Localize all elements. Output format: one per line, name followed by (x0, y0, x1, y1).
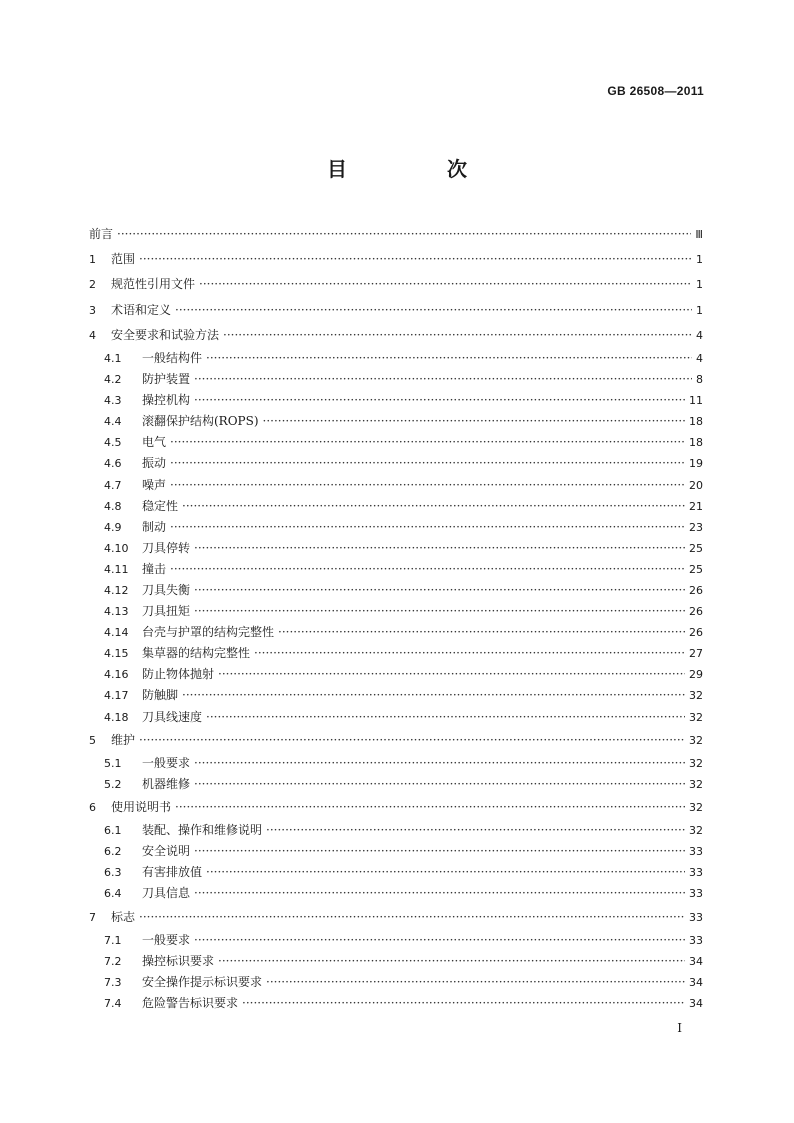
toc-entry-page: 4 (696, 351, 703, 365)
toc-entry-title: 电气 (142, 435, 167, 450)
toc-dot-leader (218, 664, 685, 685)
toc-dot-leader (223, 323, 692, 348)
toc-dot-leader (170, 559, 685, 580)
toc-entry-number: 4.18 (104, 710, 129, 724)
toc-entry-title: 制动 (142, 519, 167, 534)
toc-entry-page: 4 (696, 328, 703, 342)
toc-entry-page: 1 (696, 278, 703, 292)
toc-entry-title: 有害排放值 (142, 865, 203, 880)
toc-dot-leader (182, 496, 685, 517)
toc-entry-title: 刀具失衡 (142, 582, 191, 597)
toc-entry-number: 6 (89, 801, 96, 814)
toc-dot-leader (194, 601, 685, 622)
toc-entry[interactable] (89, 475, 703, 496)
toc-entry-number: 4.8 (104, 499, 122, 513)
toc-dot-leader (206, 707, 685, 728)
toc-entry[interactable] (89, 369, 703, 390)
toc-entry-title: 噪声 (142, 477, 167, 492)
toc-entry-title: 术语和定义 (111, 302, 172, 317)
toc-entry[interactable] (89, 753, 703, 774)
toc-entry-page: 1 (696, 303, 703, 317)
toc-entry-number: 4.9 (104, 520, 122, 534)
toc-dot-leader (117, 222, 691, 247)
toc-entry[interactable] (89, 643, 703, 664)
toc-dot-leader (266, 972, 685, 993)
toc-entry-title: 安全要求和试验方法 (111, 327, 220, 342)
toc-entry-title: 操控机构 (142, 393, 191, 408)
toc-entry[interactable] (89, 559, 703, 580)
toc-entry-page: 26 (689, 583, 703, 597)
toc-entry[interactable] (89, 707, 703, 728)
toc-entry[interactable] (89, 538, 703, 559)
toc-entry-number: 4.7 (104, 478, 122, 492)
toc-entry[interactable] (89, 298, 703, 323)
toc-dot-leader (263, 411, 685, 432)
toc-entry-page: 32 (689, 824, 703, 838)
toc-entry-number: 4.1 (104, 351, 122, 365)
toc-entry-page: 11 (689, 394, 703, 408)
toc-entry-number: 7.4 (104, 997, 122, 1011)
toc-dot-leader (170, 475, 685, 496)
toc-entry-title: 操控标识要求 (142, 953, 215, 968)
toc-entry-page: 32 (689, 710, 703, 724)
toc-entry[interactable] (89, 601, 703, 622)
toc-entry[interactable] (89, 517, 703, 538)
toc-entry[interactable] (89, 432, 703, 453)
toc-entry-number: 6.3 (104, 866, 122, 880)
toc-entry-title: 规范性引用文件 (111, 277, 196, 292)
toc-dot-leader (139, 247, 692, 272)
toc-entry-title: 防护装置 (142, 372, 191, 387)
toc-dot-leader (242, 993, 685, 1014)
toc-dot-leader (139, 728, 685, 753)
toc-entry-number: 4.13 (104, 605, 129, 619)
toc-entry-page: 34 (689, 975, 703, 989)
toc-dot-leader (194, 580, 685, 601)
toc-entry-title: 刀具停转 (142, 540, 191, 555)
toc-entry-title: 安全说明 (142, 844, 191, 859)
toc-entry-page: 29 (689, 668, 703, 682)
toc-entry[interactable] (89, 390, 703, 411)
toc-entry-title: 振动 (142, 456, 167, 471)
toc-entry-title: 范围 (111, 252, 136, 267)
toc-entry-page: Ⅲ (695, 228, 703, 241)
toc-entry-number: 4.3 (104, 394, 122, 408)
toc-dot-leader (206, 862, 685, 883)
toc-entry-title: 集草器的结构完整性 (142, 646, 251, 661)
toc-entry-number: 4.12 (104, 583, 129, 597)
toc-entry-number: 7.1 (104, 933, 122, 947)
toc-entry-title: 标志 (111, 909, 136, 924)
toc-entry-number: 4.14 (104, 626, 129, 640)
toc-entry-page: 33 (689, 845, 703, 859)
toc-dot-leader (194, 883, 685, 904)
toc-entry[interactable] (89, 222, 703, 247)
toc-dot-leader (194, 774, 685, 795)
toc-entry[interactable] (89, 323, 703, 348)
toc-entry-page: 32 (689, 756, 703, 770)
toc-entry-number: 4.10 (104, 541, 129, 555)
toc-entry-title: 刀具信息 (142, 886, 191, 901)
toc-entry-title: 撞击 (142, 561, 167, 576)
toc-entry-title: 防止物体抛射 (142, 667, 215, 682)
toc-entry-number: 3 (89, 303, 96, 317)
standard-code: GB 26508—2011 (607, 84, 704, 98)
toc-entry-title: 台壳与护罩的结构完整性 (142, 625, 275, 640)
toc-entry[interactable] (89, 580, 703, 601)
toc-dot-leader (170, 517, 685, 538)
toc-entry-page: 8 (696, 373, 703, 387)
toc-entry-page: 19 (689, 457, 703, 471)
toc-entry-title: 稳定性 (142, 498, 179, 513)
toc-entry-title: 一般要求 (142, 932, 191, 947)
toc-entry-title: 一般要求 (142, 755, 191, 770)
toc-entry-number: 4.4 (104, 415, 122, 429)
toc-entry[interactable] (89, 496, 703, 517)
toc-entry-page: 25 (689, 562, 703, 576)
toc-dot-leader (139, 905, 685, 930)
toc-dot-leader (194, 930, 685, 951)
toc-entry-number: 7.3 (104, 975, 122, 989)
toc-entry-page: 1 (696, 253, 703, 267)
toc-title: 目 次 (327, 157, 507, 181)
toc-entry[interactable] (89, 795, 703, 820)
toc-entry-title: 安全操作提示标识要求 (142, 974, 263, 989)
toc-entry[interactable] (89, 272, 703, 297)
toc-entry[interactable] (89, 993, 703, 1014)
toc-entry-number: 5.2 (104, 777, 122, 791)
toc-entry-number: 4.15 (104, 647, 129, 661)
toc-entry[interactable] (89, 774, 703, 795)
toc-entry-number: 2 (89, 278, 96, 292)
page-number: Ⅰ (677, 1021, 682, 1035)
toc-entry[interactable] (89, 972, 703, 993)
toc-entry-number: 4.5 (104, 436, 122, 450)
toc-entry-number: 7.2 (104, 954, 122, 968)
toc-entry[interactable] (89, 930, 703, 951)
toc-entry[interactable] (89, 951, 703, 972)
toc-dot-leader (170, 453, 685, 474)
toc-entry-title: 维护 (111, 732, 136, 747)
toc-entry-page: 34 (689, 954, 703, 968)
toc-entry-title: 前言 (89, 227, 114, 241)
toc-entry[interactable] (89, 883, 703, 904)
toc-dot-leader (199, 272, 692, 297)
toc-entry-number: 4.2 (104, 373, 122, 387)
toc-entry-page: 33 (689, 910, 703, 924)
toc-dot-leader (266, 820, 685, 841)
toc-dot-leader (194, 369, 692, 390)
toc-entry-page: 26 (689, 626, 703, 640)
toc-entry-page: 32 (689, 777, 703, 791)
toc-dot-leader (194, 538, 685, 559)
toc-entry-number: 4.16 (104, 668, 129, 682)
toc-dot-leader (206, 348, 692, 369)
toc-entry-number: 4.6 (104, 457, 122, 471)
toc-entry-page: 23 (689, 520, 703, 534)
toc-entry-page: 33 (689, 887, 703, 901)
toc-entry-page: 18 (689, 436, 703, 450)
toc-dot-leader (194, 753, 685, 774)
toc-entry[interactable] (89, 664, 703, 685)
toc-dot-leader (175, 298, 692, 323)
toc-entry[interactable] (89, 622, 703, 643)
toc-entry-title: 使用说明书 (111, 800, 172, 814)
toc-entry-number: 4 (89, 328, 96, 342)
toc-entry-number: 1 (89, 253, 96, 267)
toc-dot-leader (175, 795, 685, 820)
toc-entry-title: 危险警告标识要求 (142, 996, 239, 1011)
toc-dot-leader (194, 390, 685, 411)
toc-entry-title: 防触脚 (142, 688, 179, 703)
toc-dot-leader (170, 432, 685, 453)
toc-entry[interactable] (89, 728, 703, 753)
toc-entry-title: 机器维修 (142, 776, 191, 791)
toc-entry-page: 33 (689, 933, 703, 947)
toc-entry-number: 6.4 (104, 887, 122, 901)
toc-dot-leader (218, 951, 685, 972)
toc-entry-page: 33 (689, 866, 703, 880)
toc-entry[interactable] (89, 905, 703, 930)
toc-entry-title: 刀具扭矩 (142, 604, 191, 619)
toc-entry-title: 一般结构件 (142, 350, 203, 365)
toc-entry-page: 26 (689, 605, 703, 619)
toc-entry-number: 6.1 (104, 824, 122, 838)
toc-entry-page: 32 (689, 801, 703, 814)
toc-entry[interactable] (89, 453, 703, 474)
toc-entry-page: 27 (689, 647, 703, 661)
toc-entry-page: 32 (689, 689, 703, 703)
toc-entry-number: 7 (89, 910, 96, 924)
toc-entry-page: 32 (689, 733, 703, 747)
toc-entry[interactable] (89, 841, 703, 862)
toc-entry[interactable] (89, 247, 703, 272)
toc-entry-number: 4.11 (104, 562, 129, 576)
toc-entry-title: 刀具线速度 (142, 709, 203, 724)
table-of-contents (89, 222, 703, 1014)
toc-dot-leader (194, 841, 685, 862)
toc-entry-title: 装配、操作和维修说明 (142, 823, 263, 838)
toc-entry-page: 20 (689, 478, 703, 492)
toc-dot-leader (254, 643, 685, 664)
toc-entry-number: 5.1 (104, 756, 122, 770)
toc-entry-number: 4.17 (104, 689, 129, 703)
toc-entry-page: 21 (689, 499, 703, 513)
toc-dot-leader (278, 622, 685, 643)
toc-entry[interactable] (89, 348, 703, 369)
toc-entry-page: 18 (689, 415, 703, 429)
toc-entry[interactable] (89, 685, 703, 706)
toc-entry[interactable] (89, 862, 703, 883)
toc-entry[interactable] (89, 820, 703, 841)
toc-entry-page: 25 (689, 541, 703, 555)
toc-dot-leader (182, 685, 685, 706)
toc-entry-number: 5 (89, 733, 96, 747)
toc-entry-number: 6.2 (104, 845, 122, 859)
toc-entry[interactable] (89, 411, 703, 432)
toc-entry-title: 滚翻保护结构(ROPS) (142, 414, 259, 429)
toc-entry-page: 34 (689, 997, 703, 1011)
